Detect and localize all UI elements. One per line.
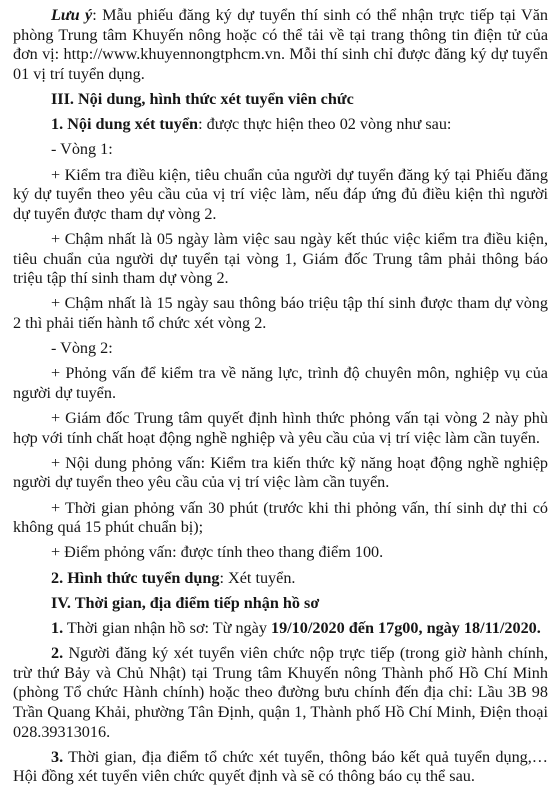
section-4-item-2: [13, 644, 548, 742]
item-2-text: : Xét tuyển.: [219, 568, 296, 587]
section-4-item-1: [13, 619, 548, 639]
round-1-item: + Chậm nhất là 15 ngày sau thông báo triệu tập thí sinh được tham dự vòng 2 thì phải tiến hành tổ chức xét vòng 2.: [13, 294, 548, 332]
round-2-item: + Giám đốc Trung tâm quyết định hình thức phỏng vấn tại vòng 2 này phù hợp với tính chất hoạt động nghề nghiệp và yêu cầu của vị trí việc làm cần tuyển.: [13, 409, 548, 447]
note-label: Lưu ý: [51, 6, 93, 24]
round-2-item: + Thời gian phỏng vấn 30 phút (trước khi thi phỏng vấn, thí sinh dự thi có không quá 15 phút chuẩn bị);: [13, 498, 548, 537]
round-2-item: + Phỏng vấn để kiểm tra về năng lực, trình độ chuyên môn, nghiệp vụ của người dự tuyển.: [13, 364, 548, 402]
item-text: Thời gian, địa điểm tổ chức xét tuyển, thông báo kết quả tuyển dụng,… Hội đồng xét tuyển viên chức quyết định và sẽ có thông báo cụ thể sau.: [13, 747, 548, 786]
section-4-heading: IV. Thời gian, địa điểm tiếp nhận hồ sơ: [51, 593, 320, 612]
item-1-text: : được thực hiện theo 02 vòng như sau:: [198, 115, 452, 134]
round-1-item: + Chậm nhất là 05 ngày làm việc sau ngày kết thúc việc kiểm tra điều kiện, tiêu chuẩn của người dự tuyển tại vòng 1, Giám đốc Trung tâm phải thông báo triệu tập thí sinh tham dự vòng 2.: [13, 229, 548, 288]
round-1-item: + Kiểm tra điều kiện, tiêu chuẩn của người dự tuyển đăng ký tại Phiếu đăng ký dự tuyển theo yêu cầu của vị trí việc làm, nếu đáp ứng đủ điều kiện thì người dự tuyển được tham dự vòng 2.: [13, 165, 548, 223]
section-3-item-2: [13, 569, 548, 589]
note-text: : Mẫu phiếu đăng ký dự tuyển thí sinh có thể nhận trực tiếp tại Văn phòng Trung tâm Khuyến nông hoặc có thể tải về tại trang thông tin điện tử của đơn vị: http://www.khuyennongtphcm.vn. Mỗi thí sinh chỉ được đăng ký dự tuyển 01 vị trí tuyển dụng.: [13, 6, 548, 83]
item-1-label: 1. Nội dung xét tuyển: [51, 115, 199, 134]
round-2-item: + Nội dung phỏng vấn: Kiểm tra kiến thức kỹ năng hoạt động nghề nghiệp người dự tuyển theo yêu cầu của vị trí việc làm cần tuyển.: [13, 453, 548, 492]
item-text: Người đăng ký xét tuyển viên chức nộp trực tiếp (trong giờ hành chính, trừ thứ Bảy và Chủ Nhật) tại Trung tâm Khuyến nông Thành phố Hồ Chí Minh (phòng Tổ chức Hành chính) hoặc theo đường bưu chính đến địa chỉ: Lầu 3B 98 Trần Quang Khải, phường Tân Định, quận 1, Thành phố Hồ Chí Minh, Điện thoại 028.39313016.: [13, 644, 548, 741]
round-1-label: - Vòng 1:: [51, 140, 113, 159]
item-number: 2.: [51, 644, 64, 663]
item-number: 1.: [51, 618, 64, 637]
item-2-label: 2. Hình thức tuyển dụng: [51, 568, 220, 587]
note-paragraph: [13, 6, 548, 84]
item-text: Thời gian nhận hồ sơ: Từ ngày: [63, 618, 271, 637]
section-3-item-1: [13, 115, 548, 135]
round-2-item: + Điểm phỏng vấn: được tính theo thang điểm 100.: [51, 543, 384, 562]
section-4-item-3: [13, 748, 548, 787]
reception-dates: 19/10/2020 đến 17g00, ngày 18/11/2020.: [270, 618, 541, 637]
item-number: 3.: [51, 747, 64, 766]
round-2-label: - Vòng 2:: [51, 339, 113, 358]
section-3-heading: III. Nội dung, hình thức xét tuyển viên chức: [51, 89, 354, 108]
